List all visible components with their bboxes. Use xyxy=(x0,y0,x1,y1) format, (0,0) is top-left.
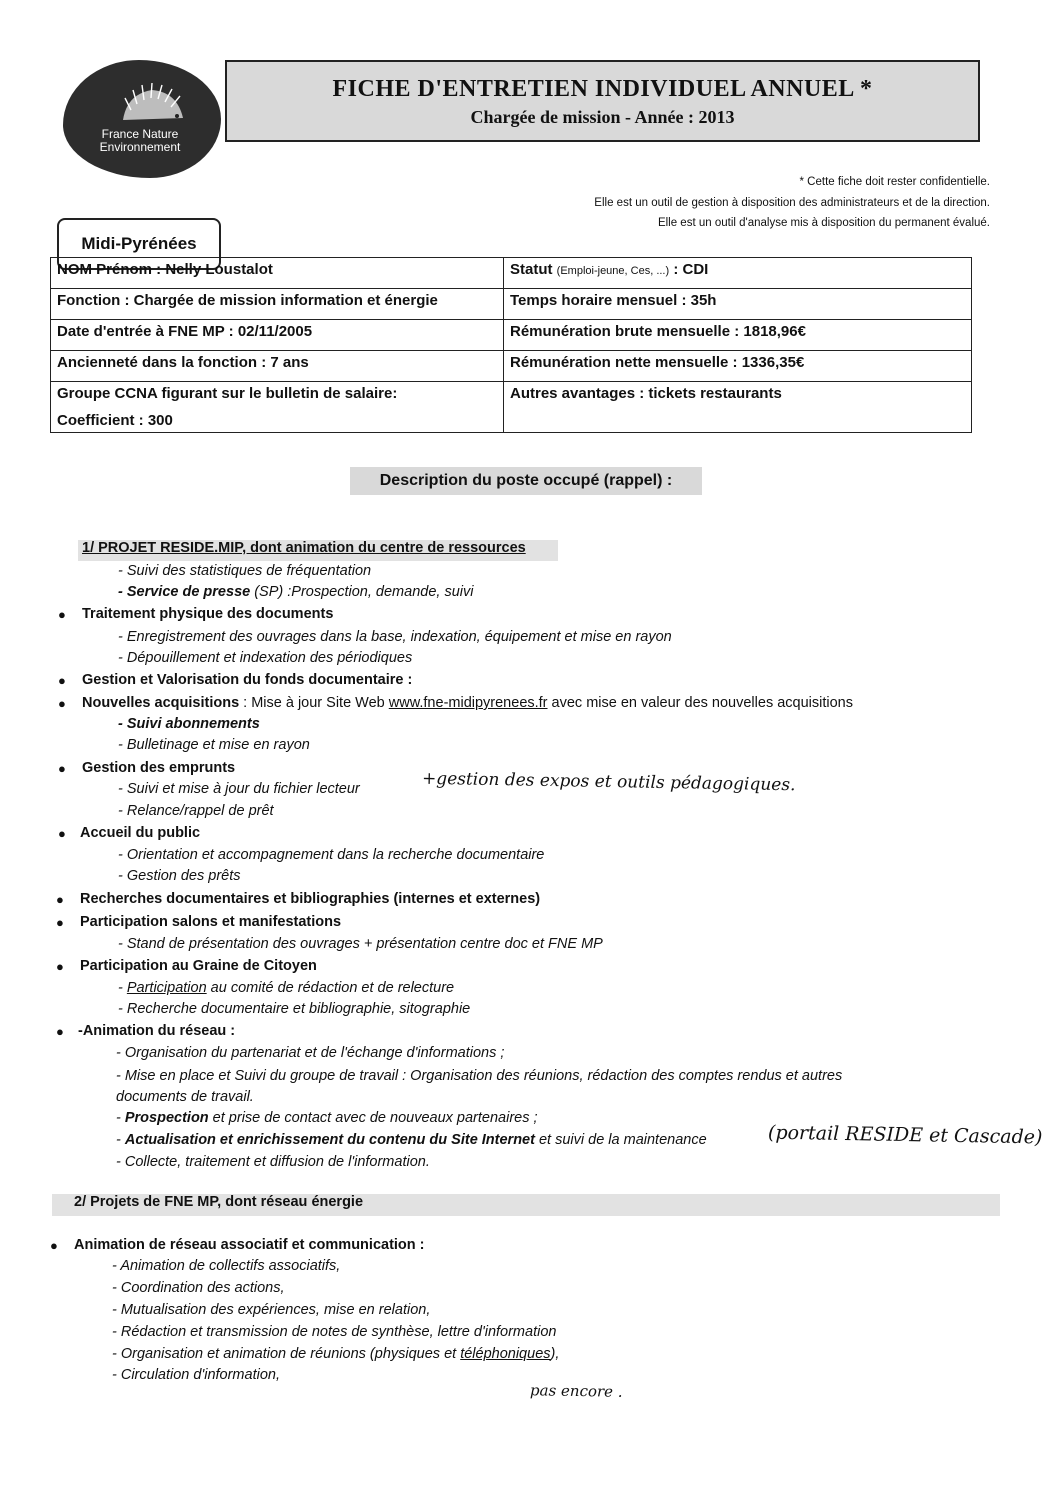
list-item: Animation de réseau associatif et communication : xyxy=(74,1237,425,1253)
list-item xyxy=(112,1346,559,1362)
participation-text: Participation xyxy=(126,980,207,996)
page-subtitle: Chargée de mission - Année : 2013 xyxy=(470,107,735,127)
list-item: - Gestion des prêts xyxy=(118,868,241,884)
list-item: - Organisation du partenariat et de l'échange d'informations ; xyxy=(116,1045,505,1061)
press-service-label: - Service de presse xyxy=(118,584,251,600)
gross-pay-cell: Rémunération brute mensuelle : 1818,96€ xyxy=(504,320,972,351)
bullet-icon: ● xyxy=(58,826,66,841)
prospection-label: Prospection xyxy=(124,1110,209,1126)
website-link[interactable]: www.fne-midipyrenees.fr xyxy=(388,695,548,711)
telephone-text: téléphoniques xyxy=(460,1346,551,1362)
list-item: Gestion des emprunts xyxy=(82,760,236,776)
website-update-label: Actualisation et enrichissement du contenu du Site Internet xyxy=(124,1132,535,1148)
bullet-icon: ● xyxy=(58,673,66,688)
coefficient-label: Coefficient : 300 xyxy=(57,412,173,429)
bullet-icon: ● xyxy=(56,915,64,930)
prospection-text: et prise de contact avec de nouveaux partenaires ; xyxy=(208,1110,538,1126)
page-title: FICHE D'ENTRETIEN INDIVIDUEL ANNUEL * xyxy=(332,76,873,102)
list-item: - Rédaction et transmission de notes de synthèse, lettre d'information xyxy=(112,1324,557,1340)
function-cell: Fonction : Chargée de mission information et énergie xyxy=(51,289,504,320)
list-item: - Mutualisation des expériences, mise en relation, xyxy=(112,1302,431,1318)
acquisitions-label: Nouvelles acquisitions xyxy=(82,695,240,711)
bullet-icon: ● xyxy=(58,761,66,776)
list-item: Traitement physique des documents xyxy=(82,606,334,622)
list-item: - Stand de présentation des ouvrages + présentation centre doc et FNE MP xyxy=(118,936,603,952)
analysis-note: Elle est un outil d'analyse mis à disposition du permanent évalué. xyxy=(657,217,990,229)
list-item: - Dépouillement et indexation des périodiques xyxy=(118,650,413,666)
section1-heading xyxy=(78,540,558,561)
section1-heading-text: 1/ PROJET RESIDE.MIP, dont animation du centre de ressources xyxy=(82,540,526,556)
logo-text-line2: Environnement xyxy=(99,140,181,154)
list-item xyxy=(116,1132,707,1148)
status-label: Statut xyxy=(510,261,553,278)
table-row xyxy=(51,382,972,433)
meetings-end: ), xyxy=(550,1346,560,1362)
table-row xyxy=(51,289,972,320)
employee-info-table xyxy=(50,257,972,433)
confidential-note: * Cette fiche doit rester confidentielle. xyxy=(799,176,990,188)
description-title: Description du poste occupé (rappel) : xyxy=(350,467,702,495)
list-item: - Coordination des actions, xyxy=(112,1280,285,1296)
logo-text-line1: France Nature xyxy=(101,127,179,141)
bullet-icon: ● xyxy=(58,696,66,711)
list-item xyxy=(118,716,260,732)
list-item: - Circulation d'information, xyxy=(112,1367,280,1383)
list-item: Participation au Graine de Citoyen xyxy=(80,958,317,974)
meetings-text: - Organisation et animation de réunions (physiques et xyxy=(112,1346,461,1362)
dash: - xyxy=(118,980,127,996)
hedgehog-icon xyxy=(117,80,187,128)
name-cell: NOM Prénom : Nelly Loustalot xyxy=(51,258,504,289)
list-item: documents de travail. xyxy=(116,1089,254,1105)
list-item: - Enregistrement des ouvrages dans la base, indexation, équipement et mise en rayon xyxy=(118,629,672,645)
seniority-cell: Ancienneté dans la fonction : 7 ans xyxy=(51,351,504,382)
dash: - xyxy=(116,1132,125,1148)
list-item: - Suivi des statistiques de fréquentation xyxy=(118,563,372,579)
hours-cell: Temps horaire mensuel : 35h xyxy=(504,289,972,320)
list-item: Gestion et Valorisation du fonds documentaire : xyxy=(82,672,413,688)
list-item: Accueil du public xyxy=(80,825,201,841)
status-value: : CDI xyxy=(673,261,709,278)
dash: - xyxy=(116,1110,125,1126)
list-item: - Recherche documentaire et bibliographie, sitographie xyxy=(118,1001,471,1017)
logo-region-badge: Midi-Pyrénées xyxy=(57,218,221,270)
acquisitions-text: : Mise à jour Site Web xyxy=(239,695,389,711)
list-item xyxy=(82,695,853,711)
subscriptions-text: - Suivi abonnements xyxy=(118,716,260,732)
table-row xyxy=(51,258,972,289)
press-service-text: (SP) :Prospection, demande, suivi xyxy=(250,584,474,600)
list-item: Recherches documentaires et bibliographies (internes et externes) xyxy=(80,891,541,907)
list-item: - Suivi et mise à jour du fichier lecteur xyxy=(118,781,360,797)
list-item xyxy=(116,1110,538,1126)
list-item: - Collecte, traitement et diffusion de l'information. xyxy=(116,1154,430,1170)
bullet-icon: ● xyxy=(50,1238,58,1253)
list-item: Participation salons et manifestations xyxy=(80,914,342,930)
fne-logo xyxy=(57,60,225,253)
table-row xyxy=(51,320,972,351)
entry-date-cell: Date d'entrée à FNE MP : 02/11/2005 xyxy=(51,320,504,351)
bullet-icon: ● xyxy=(56,959,64,974)
list-item: - Mise en place et Suivi du groupe de travail : Organisation des réunions, rédaction des comptes rendus et autres xyxy=(116,1068,843,1084)
list-item: -Animation du réseau : xyxy=(78,1023,236,1039)
net-pay-cell: Rémunération nette mensuelle : 1336,35€ xyxy=(504,351,972,382)
participation-rest: au comité de rédaction et de relecture xyxy=(206,980,455,996)
title-box xyxy=(225,60,980,142)
table-row xyxy=(51,351,972,382)
handwritten-note: (portail RESIDE et Cascade) xyxy=(767,1121,1043,1149)
status-cell xyxy=(504,258,972,289)
bullet-icon: ● xyxy=(56,1024,64,1039)
list-item: - Relance/rappel de prêt xyxy=(118,803,274,819)
list-item: - Orientation et accompagnement dans la recherche documentaire xyxy=(118,847,545,863)
group-cell xyxy=(51,382,504,433)
bullet-icon: ● xyxy=(56,892,64,907)
handwritten-note: +gestion des expos et outils pédagogiques. xyxy=(421,768,796,796)
website-update-text: et suivi de la maintenance xyxy=(534,1132,707,1148)
benefits-cell: Autres avantages : tickets restaurants xyxy=(504,382,972,433)
list-item xyxy=(118,584,473,600)
list-item: - Animation de collectifs associatifs, xyxy=(112,1258,341,1274)
status-hint: (Emploi-jeune, Ces, ...) xyxy=(556,265,670,277)
handwritten-note: pas encore . xyxy=(529,1381,623,1401)
list-item: - Bulletinage et mise en rayon xyxy=(118,737,310,753)
group-label: Groupe CCNA figurant sur le bulletin de salaire: xyxy=(57,385,398,402)
bullet-icon: ● xyxy=(58,607,66,622)
section2-heading: 2/ Projets de FNE MP, dont réseau énergie xyxy=(52,1194,1000,1216)
list-item xyxy=(118,980,454,996)
acquisitions-text-end: avec mise en valeur des nouvelles acquisitions xyxy=(547,695,853,711)
management-note: Elle est un outil de gestion à disposition des administrateurs et de la direction. xyxy=(594,197,990,209)
